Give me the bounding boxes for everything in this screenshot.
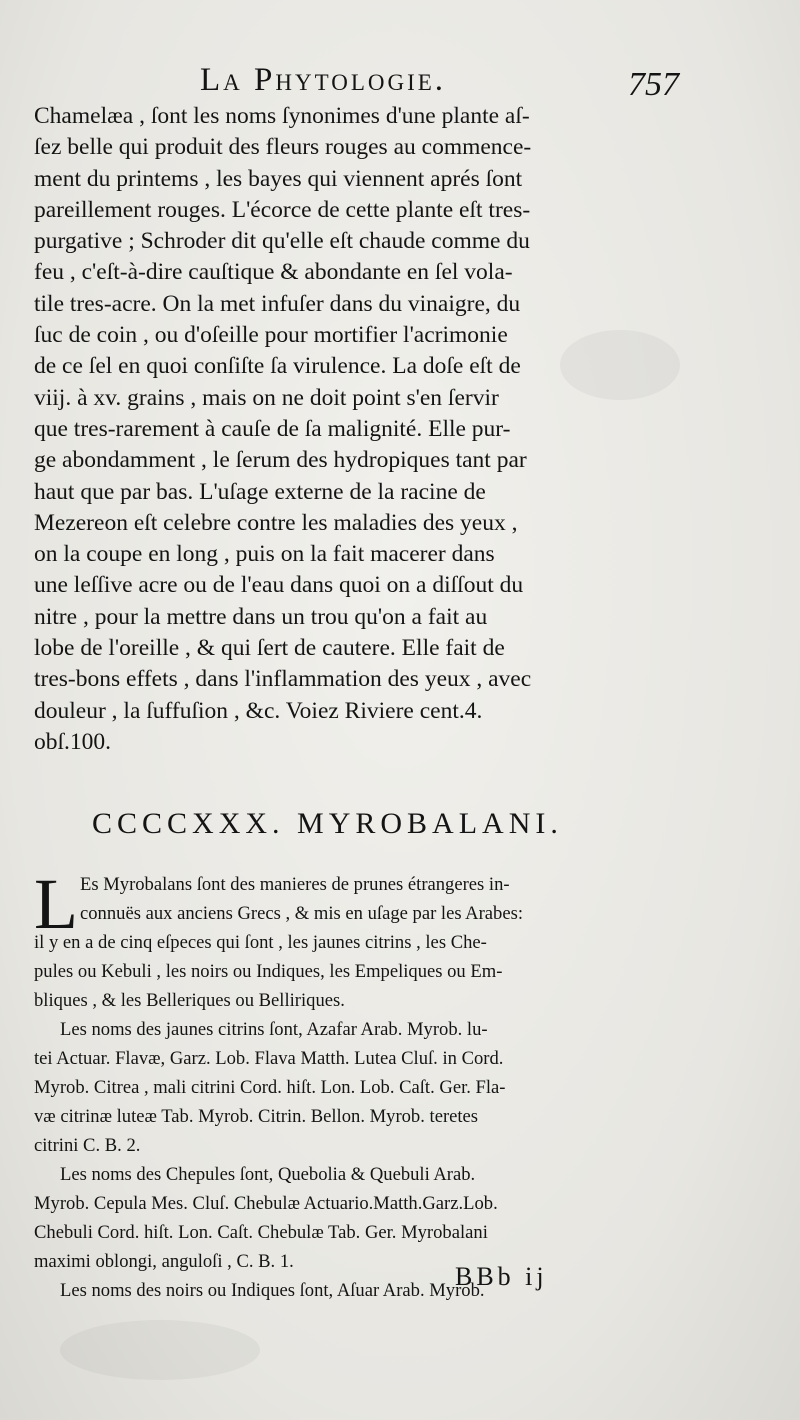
text-line: Myrob. Citrea , mali citrini Cord. hiſt. Lon. Lob. Caſt. Ger. Fla- xyxy=(34,1077,506,1098)
text-line: citrini C. B. 2. xyxy=(34,1135,141,1156)
text-line: une leſſive acre ou de l'eau dans quoi on a diſſout du xyxy=(34,572,524,599)
text-line: bliques , & les Belleriques ou Belliriques. xyxy=(34,990,345,1011)
running-header xyxy=(0,62,800,102)
text-line: Mezereon eſt celebre contre les maladies des yeux , xyxy=(34,509,518,536)
text-line: ſez belle qui produit des fleurs rouges au commence- xyxy=(34,134,532,161)
text-line: pareillement rouges. L'écorce de cette plante eſt tres- xyxy=(34,196,531,223)
text-line: connuës aux anciens Grecs , & mis en uſage par les Arabes: xyxy=(80,903,524,924)
text-line: Les noms des noirs ou Indiques ſont, Aſuar Arab. Myrob. xyxy=(60,1280,485,1301)
text-line: lobe de l'oreille , & qui ſert de cautere. Elle fait de xyxy=(34,635,505,662)
text-line: tei Actuar. Flavæ, Garz. Lob. Flava Matth. Lutea Cluſ. in Cord. xyxy=(34,1048,504,1069)
text-line: douleur , la ſuffuſion , &c. Voiez Riviere cent.4. xyxy=(34,697,483,724)
running-title: La Phytologie. xyxy=(200,62,447,98)
text-line: purgative ; Schroder dit qu'elle eſt chaude comme du xyxy=(34,228,530,255)
text-line: Es Myrobalans ſont des manieres de prunes étrangeres in- xyxy=(80,874,510,895)
text-line: Les noms des jaunes citrins ſont, Azafar Arab. Myrob. lu- xyxy=(60,1019,488,1040)
text-line: maximi oblongi, anguloſi , C. B. 1. xyxy=(34,1251,294,1272)
text-line: ge abondamment , le ſerum des hydropiques tant par xyxy=(34,447,527,474)
text-line: tres-bons effets , dans l'inflammation des yeux , avec xyxy=(34,666,532,693)
text-line: Myrob. Cepula Mes. Cluſ. Chebulæ Actuario.Matth.Garz.Lob. xyxy=(34,1193,498,1214)
text-line: que tres-rarement à cauſe de ſa malignité. Elle pur- xyxy=(34,415,511,442)
text-line: de ce ſel en quoi conſiſte ſa virulence. La doſe eſt de xyxy=(34,353,521,380)
text-line: væ citrinæ luteæ Tab. Myrob. Citrin. Bellon. Myrob. teretes xyxy=(34,1106,479,1127)
text-line: il y en a de cinq eſpeces qui ſont , les jaunes citrins , les Che- xyxy=(34,932,487,953)
text-line: obſ.100. xyxy=(34,728,112,755)
text-line: on la coupe en long , puis on la fait macerer dans xyxy=(34,541,495,568)
page-number: 757 xyxy=(628,66,679,103)
paper-stain xyxy=(60,1320,260,1380)
text-line: viij. à xv. grains , mais on ne doit point s'en ſervir xyxy=(34,384,499,411)
drop-cap: L xyxy=(34,864,78,944)
entry-continued-text xyxy=(34,101,686,758)
text-line: Chamelæa , ſont les noms ſynonimes d'une plante aſ- xyxy=(34,103,530,129)
text-line: pules ou Kebuli , les noirs ou Indiques, les Empeliques ou Em- xyxy=(34,961,503,982)
text-line: Chebuli Cord. hiſt. Lon. Caſt. Chebulæ Tab. Ger. Myrobalani xyxy=(34,1222,488,1243)
text-line: ſuc de coin , ou d'oſeille pour mortifier l'acrimonie xyxy=(34,322,508,349)
text-line: Les noms des Chepules ſont, Quebolia & Quebuli Arab. xyxy=(60,1164,476,1185)
text-line: ment du printems , les bayes qui viennent aprés ſont xyxy=(34,165,523,192)
section-heading: CCCCXXX. MYROBALANI. xyxy=(92,807,563,840)
text-line: haut que par bas. L'uſage externe de la racine de xyxy=(34,478,486,505)
text-line: feu , c'eſt-à-dire cauſtique & abondante en ſel vola- xyxy=(34,259,513,286)
text-line: tile tres-acre. On la met infuſer dans du vinaigre, du xyxy=(34,290,521,317)
text-line: nitre , pour la mettre dans un trou qu'on a fait au xyxy=(34,603,488,630)
section-text xyxy=(0,864,720,1305)
signature-catchword: BBb ij xyxy=(455,1262,548,1291)
